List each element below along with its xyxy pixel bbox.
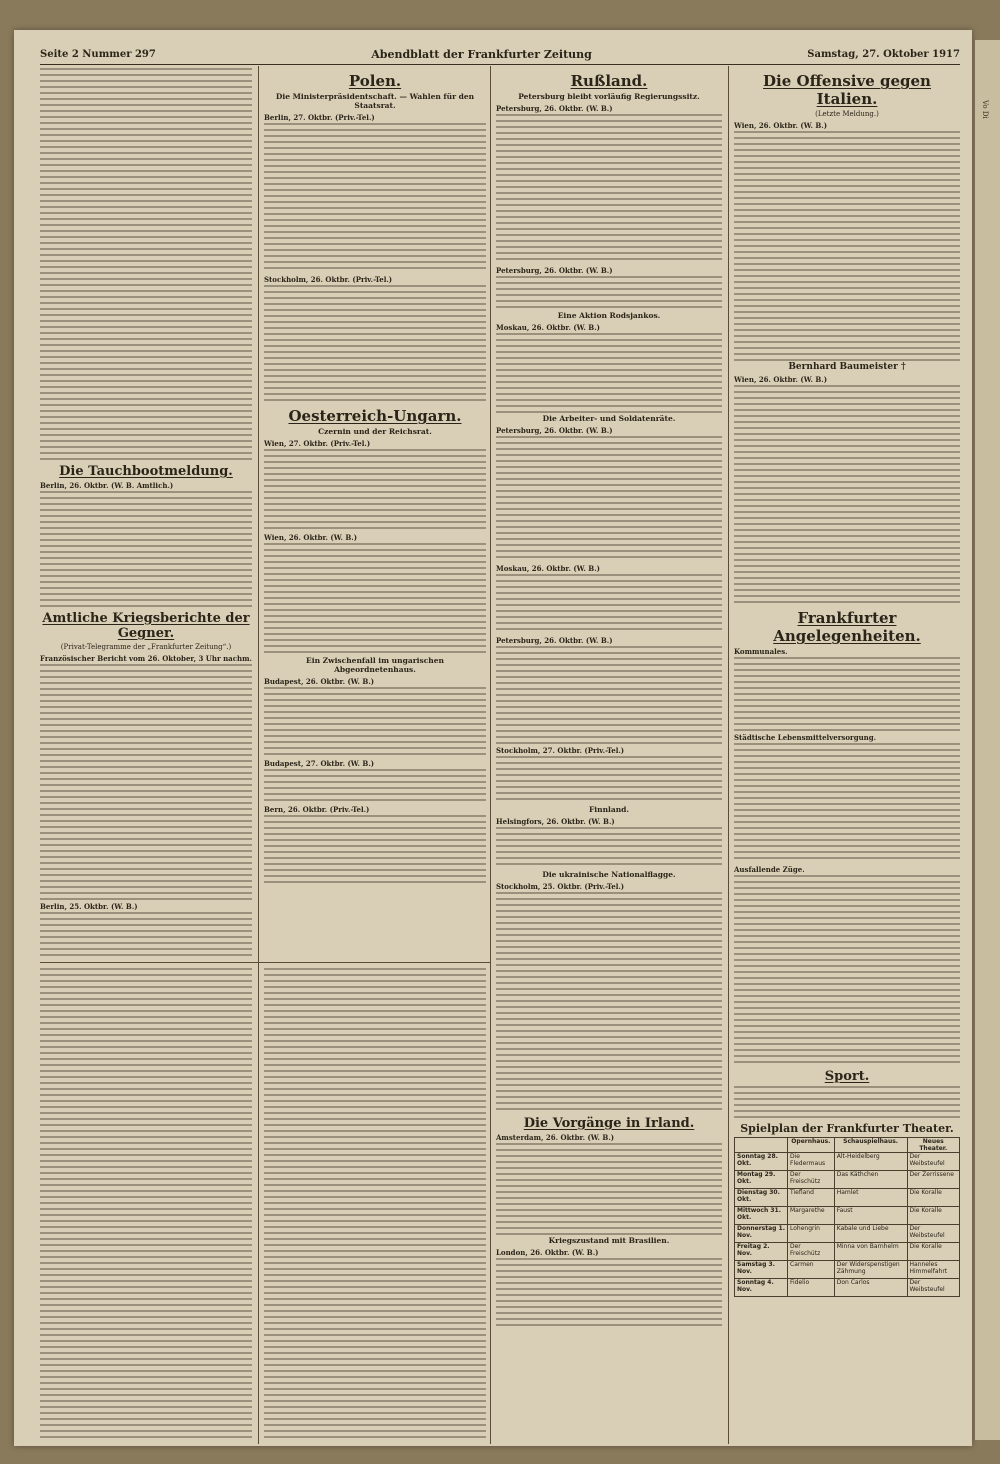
dateline: Berlin, 25. Oktbr. (W. B.) [40,902,138,911]
article-text [496,1258,722,1326]
masthead: Abendblatt der Frankfurter Zeitung [371,47,592,61]
table-header-cell: Neues Theater. [907,1138,960,1153]
article-text [734,1086,960,1118]
article-text [496,276,722,310]
schedule-play-cell: Hamlet [834,1189,907,1207]
schedule-play-cell: Der Freischütz [788,1243,835,1261]
page-number: Seite 2 Nummer 297 [40,48,156,60]
dateline: Petersburg, 26. Oktbr. (W. B.) [496,426,613,435]
headline-irland: Die Vorgänge in Irland. [523,1116,695,1131]
column-divider [728,66,729,1444]
article-text [734,131,960,361]
article-text [734,875,960,1065]
table-row [735,1279,960,1297]
dateline: Petersburg, 26. Oktbr. (W. B.) [496,104,613,113]
dateline: Petersburg, 26. Oktbr. (W. B.) [496,266,613,275]
schedule-play-cell: Die Koralle [907,1243,960,1261]
schedule-play-cell: Tiefland [788,1189,835,1207]
schedule-play-cell: Kabale und Liebe [834,1225,907,1243]
dateline: Kommunales. [734,647,788,656]
subheadline: Czernin und der Reichsrat. [318,427,432,436]
schedule-play-cell: Der Weibsteufel [907,1279,960,1297]
article-text [734,743,960,863]
schedule-play-cell: Der Freischütz [788,1171,835,1189]
dateline: Bern, 26. Oktbr. (Priv.-Tel.) [264,805,370,814]
schedule-play-cell: Carmen [788,1261,835,1279]
article-text [496,1143,722,1235]
table-header-cell: Opernhaus. [788,1138,835,1153]
article-text [496,892,722,1112]
column-2 [264,68,486,958]
article-text [496,574,722,634]
subheadline: Ein Zwischenfall im ungarischen Abgeordnetenhaus. [306,656,444,674]
dateline: Wien, 26. Oktbr. (W. B.) [734,375,828,384]
headline-oesterreich: Oesterreich-Ungarn. [288,407,462,425]
dateline: Budapest, 26. Oktbr. (W. B.) [264,677,375,686]
table-row [735,1261,960,1279]
headline-tauchboot: Die Tauchbootmeldung. [59,464,233,479]
dateline: Berlin, 26. Oktbr. (W. B. Amtlich.) [40,481,174,490]
article-text [496,333,722,413]
subheadline: Finnland. [588,805,630,814]
article-text [264,123,486,273]
headline-offensive: Die Offensive gegen Italien. [763,72,931,108]
dateline: Budapest, 27. Oktbr. (W. B.) [264,759,375,768]
headline-frankfurter: Frankfurter Angelegenheiten. [773,609,921,645]
schedule-play-cell: Der Weibsteufel [907,1225,960,1243]
schedule-play-cell: Lohengrin [788,1225,835,1243]
subheadline: Die ukrainische Nationalflagge. [542,870,676,879]
issue-date: Samstag, 27. Oktober 1917 [807,48,960,60]
article-text [496,436,722,562]
article-text [734,385,960,605]
schedule-day-cell: Freitag 2. Nov. [735,1243,788,1261]
schedule-day-cell: Sonntag 28. Okt. [735,1153,788,1171]
schedule-play-cell: Das Käthchen [834,1171,907,1189]
schedule-day-cell: Donnerstag 1. Nov. [735,1225,788,1243]
column-divider [490,66,491,1444]
subheadline: (Privat-Telegramme der „Frankfurter Zeitung“.) [60,643,232,651]
schedule-play-cell: Minna von Barnhelm [834,1243,907,1261]
dateline: Moskau, 26. Oktbr. (W. B.) [496,323,600,332]
headline-russland: Rußland. [570,72,648,90]
schedule-day-cell: Sonntag 4. Nov. [735,1279,788,1297]
schedule-day-cell: Montag 29. Okt. [735,1171,788,1189]
table-header-cell [735,1138,788,1153]
page-header [40,46,960,62]
subheadline: Die Ministerpräsidentschaft. — Wahlen für den Staatsrat. [275,92,475,110]
article-text [40,912,252,958]
article-text [40,968,252,1440]
schedule-play-cell: Fidelio [788,1279,835,1297]
header-rule [40,64,960,65]
schedule-play-cell: Alt-Heidelberg [834,1153,907,1171]
article-text [734,657,960,731]
edge-fragment: Vo Di [981,100,989,119]
headline-polen: Polen. [348,72,402,90]
article-text [264,815,486,885]
subheadline: (Letzte Meldung.) [815,110,879,118]
dateline: Petersburg, 26. Oktbr. (W. B.) [496,636,613,645]
schedule-day-cell: Samstag 3. Nov. [735,1261,788,1279]
feuilleton-rule [40,962,490,963]
headline-sport: Sport. [824,1069,870,1084]
feuilleton-divider [258,964,259,1444]
schedule-play-cell: Hanneles Himmelfahrt [907,1261,960,1279]
article-text [264,968,486,1440]
schedule-play-cell: Die Koralle [907,1207,960,1225]
schedule-play-cell: Die Fledermaus [788,1153,835,1171]
table-header-row [735,1138,960,1153]
dateline: Berlin, 27. Oktbr. (Priv.-Tel.) [264,113,375,122]
dateline: London, 26. Oktbr. (W. B.) [496,1248,599,1257]
schedule-day-cell: Mittwoch 31. Okt. [735,1207,788,1225]
dateline: Stockholm, 25. Oktbr. (Priv.-Tel.) [496,882,625,891]
article-text [40,68,252,460]
table-row [735,1243,960,1261]
table-row [735,1207,960,1225]
article-text [264,285,486,403]
dateline: Stockholm, 27. Oktbr. (Priv.-Tel.) [496,746,625,755]
table-header-cell: Schauspielhaus. [834,1138,907,1153]
article-text [496,756,722,804]
theater-schedule-table [734,1137,960,1297]
dateline: Helsingfors, 26. Oktbr. (W. B.) [496,817,615,826]
dateline: Stockholm, 26. Oktbr. (Priv.-Tel.) [264,275,393,284]
dateline: Ausfallende Züge. [734,865,805,874]
article-text [496,827,722,869]
headline-baumeister: Bernhard Baumeister † [788,362,906,372]
schedule-play-cell: Faust [834,1207,907,1225]
dateline: Städtische Lebensmittelversorgung. [734,733,877,742]
column-3 [496,68,722,1442]
article-text [496,646,722,744]
schedule-play-cell: Die Koralle [907,1189,960,1207]
feuilleton-left [40,968,252,1442]
schedule-play-cell: Don Carlos [834,1279,907,1297]
article-text [264,687,486,757]
schedule-play-cell: Der Widerspenstigen Zähmung [834,1261,907,1279]
column-1 [40,68,252,958]
column-4 [734,68,960,1442]
dateline: Wien, 26. Oktbr. (W. B.) [734,121,828,130]
adjacent-page-edge [974,40,1000,1440]
schedule-play-cell: Der Zerrissene [907,1171,960,1189]
subheadline: Kriegszustand mit Brasilien. [548,1236,670,1245]
subheadline: Die Arbeiter- und Soldatenräte. [542,414,676,423]
table-row [735,1153,960,1171]
subheadline: Eine Aktion Rodsjankos. [557,311,661,320]
table-row [735,1225,960,1243]
theater-table-title: Spielplan der Frankfurter Theater. [740,1122,954,1135]
article-text [40,491,252,607]
schedule-play-cell: Der Weibsteufel [907,1153,960,1171]
table-row [735,1189,960,1207]
dateline: Wien, 26. Oktbr. (W. B.) [264,533,358,542]
article-text [40,664,252,900]
article-text [264,543,486,655]
article-text [264,449,486,531]
dateline: Wien, 27. Oktbr. (Priv.-Tel.) [264,439,371,448]
feuilleton-right [264,968,486,1442]
dateline: Amsterdam, 26. Oktbr. (W. B.) [496,1133,615,1142]
article-text [496,114,722,264]
headline-kriegsberichte: Amtliche Kriegsberichte der Gegner. [42,611,250,641]
dateline: Moskau, 26. Oktbr. (W. B.) [496,564,600,573]
schedule-day-cell: Dienstag 30. Okt. [735,1189,788,1207]
article-text [264,769,486,803]
subheadline: Petersburg bleibt vorläufig Regierungssitz. [518,92,700,101]
table-row [735,1171,960,1189]
schedule-play-cell: Margarethe [788,1207,835,1225]
dateline: Französischer Bericht vom 26. Oktober, 3 Uhr nachm. [40,654,252,663]
